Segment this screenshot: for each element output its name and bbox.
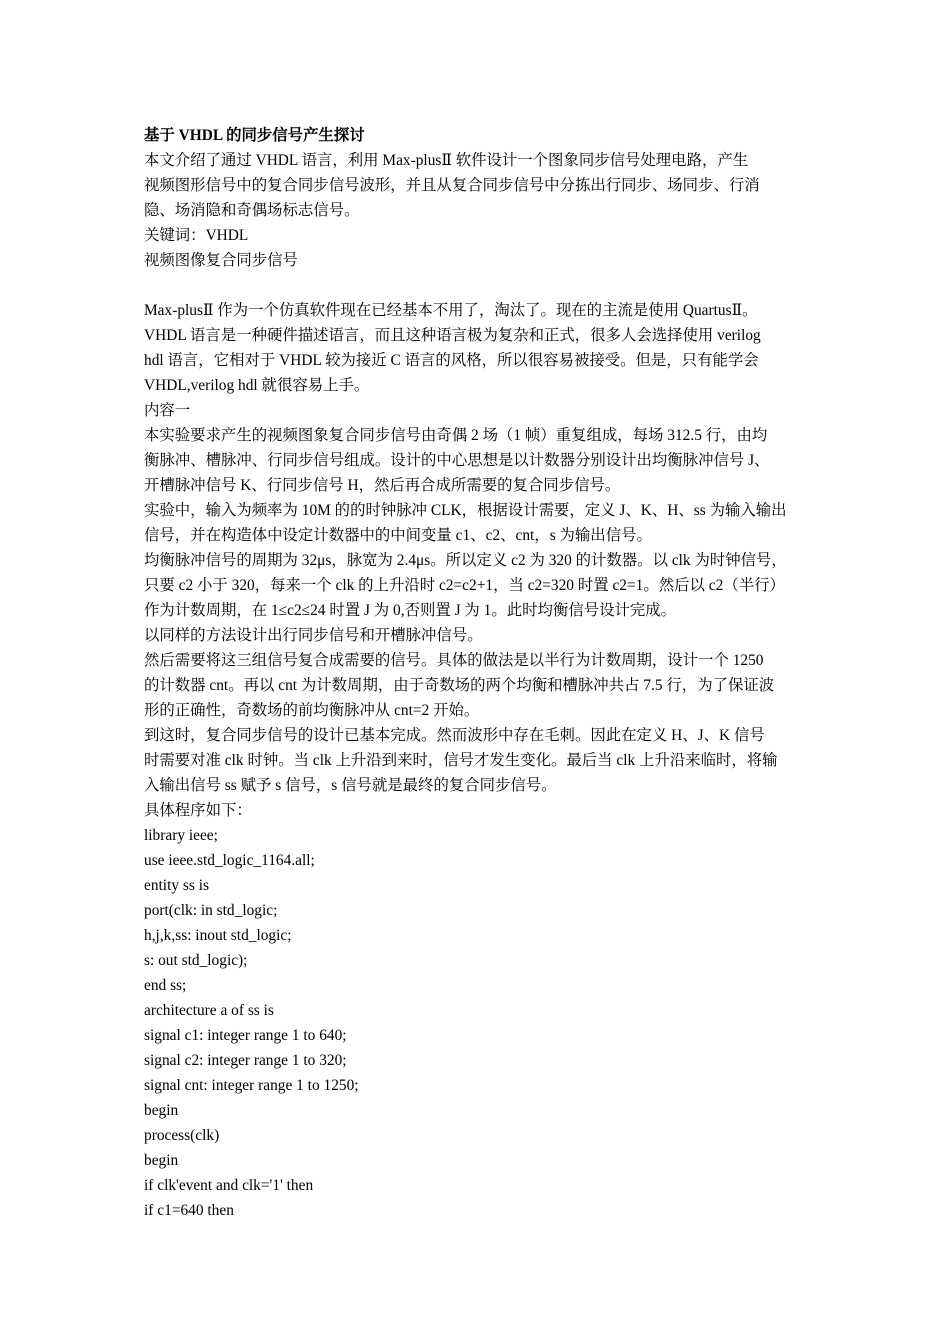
body-line: 信号，并在构造体中设定计数器中的中间变量 c1、c2、cnt，s 为输出信号。 bbox=[144, 527, 652, 544]
body-line: 时需要对准 clk 时钟。当 clk 上升沿到来时，信号才发生变化。最后当 clk 上升沿来临时，将输 bbox=[144, 752, 778, 769]
body-line-indented: 到这时，复合同步信号的设计已基本完成。然而波形中存在毛刺。因此在定义 H、J、K 信号 bbox=[144, 727, 765, 744]
section-heading: 内容一 bbox=[144, 402, 191, 419]
code-line: architecture a of ss is bbox=[144, 1002, 274, 1019]
abstract-line: 隐、场消隐和奇偶场标志信号。 bbox=[144, 202, 360, 219]
code-line: begin bbox=[144, 1102, 179, 1119]
code-line: s: out std_logic); bbox=[144, 952, 248, 969]
document-title: 基于 VHDL 的同步信号产生探讨 bbox=[144, 127, 365, 144]
code-line: entity ss is bbox=[144, 877, 209, 894]
document-body bbox=[144, 123, 810, 1223]
code-line: signal c2: integer range 1 to 320; bbox=[144, 1052, 347, 1069]
intro-line: hdl 语言，它相对于 VHDL 较为接近 C 语言的风格，所以很容易被接受。但是，只有能学会 bbox=[144, 352, 759, 369]
body-line: 衡脉冲、槽脉冲、行同步信号组成。设计的中心思想是以计数器分别设计出均衡脉冲信号 J、 bbox=[144, 452, 770, 469]
keywords-line: 关键词：VHDL bbox=[144, 227, 249, 244]
keywords-line-2: 视频图像复合同步信号 bbox=[144, 252, 298, 269]
code-line: library ieee; bbox=[144, 827, 218, 844]
body-line: 只要 c2 小于 320，每来一个 clk 的上升沿时 c2=c2+1，当 c2=320 时置 c2=1。然后以 c2（半行） bbox=[144, 577, 785, 594]
abstract-line: 本文介绍了通过 VHDL 语言，利用 Max-plusⅡ 软件设计一个图象同步信号处理电路，产生 bbox=[144, 152, 749, 169]
code-line: signal c1: integer range 1 to 640; bbox=[144, 1027, 347, 1044]
body-line: 作为计数周期，在 1≤c2≤24 时置 J 为 0,否则置 J 为 1。此时均衡信号设计完成。 bbox=[144, 602, 677, 619]
body-line: 的计数器 cnt。再以 cnt 为计数周期，由于奇数场的两个均衡和槽脉冲共占 7.5 行，为了保证波 bbox=[144, 677, 775, 694]
body-line: 实验中，输入为频率为 10M 的的时钟脉冲 CLK，根据设计需要，定义 J、K、H、ss 为输入输出 bbox=[144, 502, 787, 519]
code-line: h,j,k,ss: inout std_logic; bbox=[144, 927, 292, 944]
code-line: if c1=640 then bbox=[144, 1202, 234, 1219]
intro-line: VHDL 语言是一种硬件描述语言，而且这种语言极为复杂和正式，很多人会选择使用 verilog bbox=[144, 327, 761, 344]
body-line: 入输出信号 ss 赋予 s 信号，s 信号就是最终的复合同步信号。 bbox=[144, 777, 557, 794]
code-line: signal cnt: integer range 1 to 1250; bbox=[144, 1077, 359, 1094]
body-line: 具体程序如下： bbox=[144, 802, 252, 819]
code-line: use ieee.std_logic_1164.all; bbox=[144, 852, 315, 869]
blank-line bbox=[144, 273, 810, 298]
body-line: 以同样的方法设计出行同步信号和开槽脉冲信号。 bbox=[144, 627, 483, 644]
body-line: 然后需要将这三组信号复合成需要的信号。具体的做法是以半行为计数周期，设计一个 1250 bbox=[144, 652, 764, 669]
abstract-line: 视频图形信号中的复合同步信号波形，并且从复合同步信号中分拣出行同步、场同步、行消 bbox=[144, 177, 760, 194]
code-line: port(clk: in std_logic; bbox=[144, 902, 278, 919]
code-line: begin bbox=[144, 1152, 179, 1169]
intro-line: VHDL,verilog hdl 就很容易上手。 bbox=[144, 377, 370, 394]
body-line: 本实验要求产生的视频图象复合同步信号由奇偶 2 场（1 帧）重复组成，每场 312.5 行，由均 bbox=[144, 427, 768, 444]
body-line: 开槽脉冲信号 K、行同步信号 H，然后再合成所需要的复合同步信号。 bbox=[144, 477, 621, 494]
body-line: 形的正确性，奇数场的前均衡脉冲从 cnt=2 开始。 bbox=[144, 702, 480, 719]
intro-line: Max-plusⅡ 作为一个仿真软件现在已经基本不用了，淘汰了。现在的主流是使用 QuartusⅡ。 bbox=[144, 302, 758, 319]
body-line: 均衡脉冲信号的周期为 32μs，脉宽为 2.4μs。所以定义 c2 为 320 的计数器。以 clk 为时钟信号， bbox=[144, 552, 787, 569]
code-line: process(clk) bbox=[144, 1127, 220, 1144]
code-line: if clk'event and clk='1' then bbox=[144, 1177, 314, 1194]
code-line: end ss; bbox=[144, 977, 187, 994]
